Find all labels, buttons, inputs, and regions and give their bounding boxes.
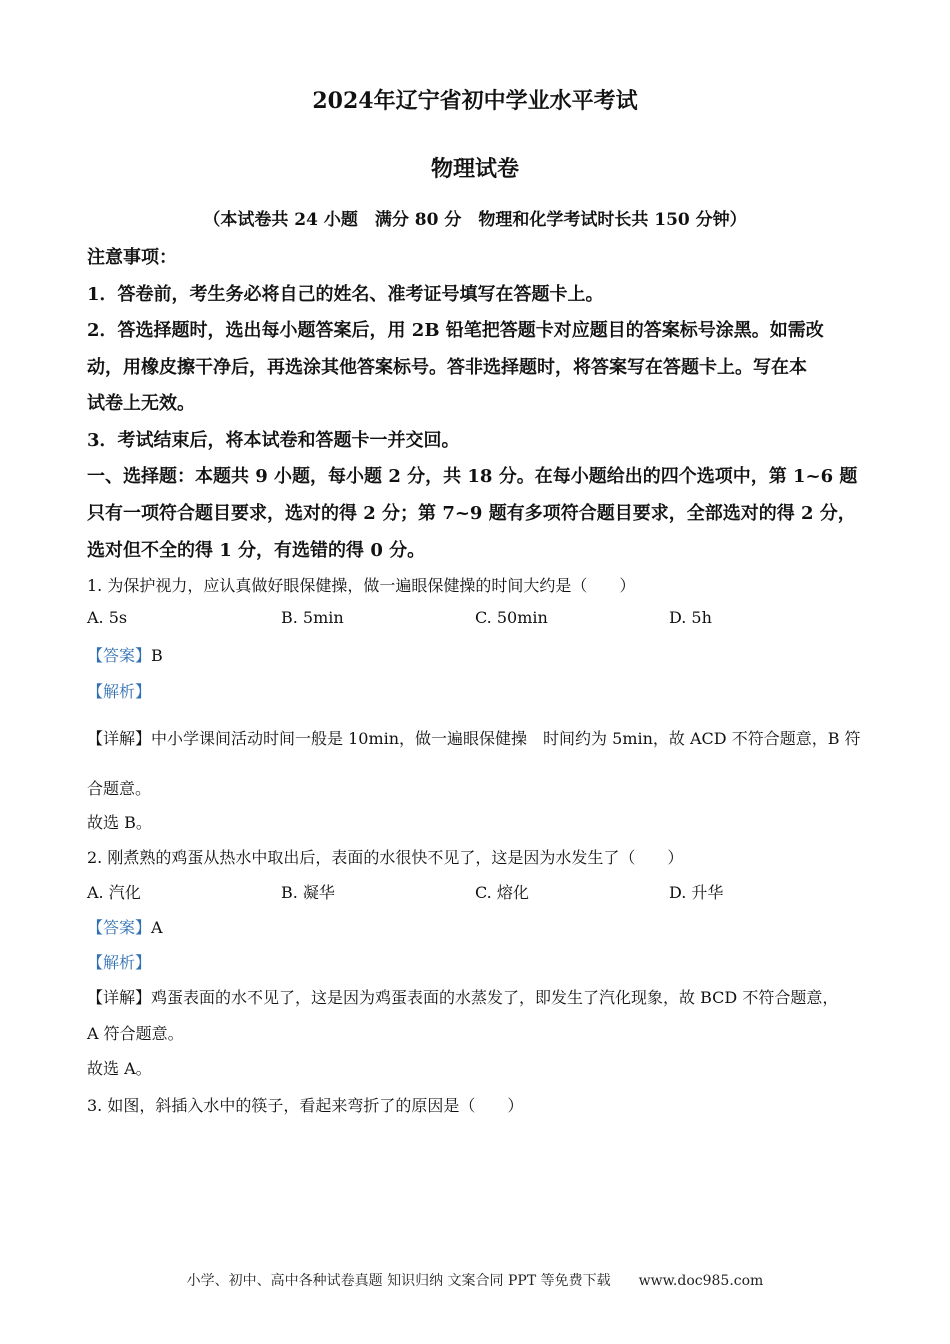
footer-text: 小学、初中、高中各种试卷真题 知识归纳 文案合同 PPT 等免费下载 www.doc985.com — [186, 1273, 764, 1289]
detail-text: 合题意。 — [87, 779, 152, 798]
answer-label: 【答案】 — [87, 918, 152, 937]
answer-value: A — [151, 918, 163, 937]
analysis-label: 【解析】 — [87, 953, 152, 972]
analysis-label: 【解析】 — [87, 682, 152, 701]
question-stem: 3. 如图，斜插入水中的筷子，看起来弯折了的原因是（ ） — [87, 1096, 524, 1115]
section-instruction: 一、选择题：本题共 9 小题，每小题 2 分，共 18 分。在每小题给出的四个选项中，第 1~6 题 — [87, 466, 858, 487]
option-b: B. 5min — [281, 608, 344, 627]
question-stem: 1. 为保护视力，应认真做好眼保健操，做一遍眼保健操的时间大约是（ ） — [87, 576, 636, 595]
option-c: C. 50min — [475, 608, 548, 627]
detail-line — [87, 985, 838, 1008]
option-c: C. 熔化 — [475, 883, 529, 902]
exam-info: （本试卷共 24 小题 满分 80 分 物理和化学考试时长共 150 分钟） — [203, 210, 747, 230]
notice-heading: 注意事项： — [87, 247, 177, 268]
detail-text: A 符合题意。 — [87, 1024, 184, 1043]
notice-item: 2．答选择题时，选出每小题答案后，用 2B 铅笔把答题卡对应题目的答案标号涂黑。如需改 — [87, 320, 824, 341]
answer-line — [87, 643, 163, 666]
detail-line — [87, 726, 861, 749]
detail-label: 【详解】 — [87, 988, 152, 1007]
question-stem: 2. 刚煮熟的鸡蛋从热水中取出后，表面的水很快不见了，这是因为水发生了（ ） — [87, 848, 684, 867]
option-d: D. 升华 — [669, 883, 724, 902]
option-a: A. 5s — [87, 608, 128, 627]
exam-title: 2024年辽宁省初中学业水平考试 — [312, 88, 638, 114]
section-instruction: 选对但不全的得 1 分，有选错的得 0 分。 — [87, 540, 426, 561]
notice-item: 3．考试结束后，将本试卷和答题卡一并交回。 — [87, 430, 460, 451]
subject-title: 物理试卷 — [430, 156, 519, 182]
option-b: B. 凝华 — [281, 883, 335, 902]
notice-item: 1．答卷前，考生务必将自己的姓名、准考证号填写在答题卡上。 — [87, 284, 604, 305]
option-d: D. 5h — [669, 608, 712, 627]
detail-text: 鸡蛋表面的水不见了，这是因为鸡蛋表面的水蒸发了，即发生了汽化现象，故 BCD 不符合题意， — [151, 988, 839, 1007]
option-a: A. 汽化 — [87, 883, 141, 902]
detail-text: 中小学课间活动时间一般是 10min，做一遍眼保健操 时间约为 5min，故 ACD 不符合题意，B 符 — [151, 729, 861, 748]
notice-item: 动，用橡皮擦干净后，再选涂其他答案标号。答非选择题时，将答案写在答题卡上。写在本 — [87, 357, 807, 378]
detail-label: 【详解】 — [87, 729, 152, 748]
section-instruction: 只有一项符合题目要求，选对的得 2 分；第 7~9 题有多项符合题目要求，全部选对的得 2 分， — [87, 503, 856, 524]
notice-item: 试卷上无效。 — [87, 393, 195, 414]
conclusion: 故选 B。 — [87, 813, 152, 832]
answer-label: 【答案】 — [87, 646, 152, 665]
answer-value: B — [151, 646, 163, 665]
answer-line — [87, 915, 163, 938]
conclusion: 故选 A。 — [87, 1059, 152, 1078]
